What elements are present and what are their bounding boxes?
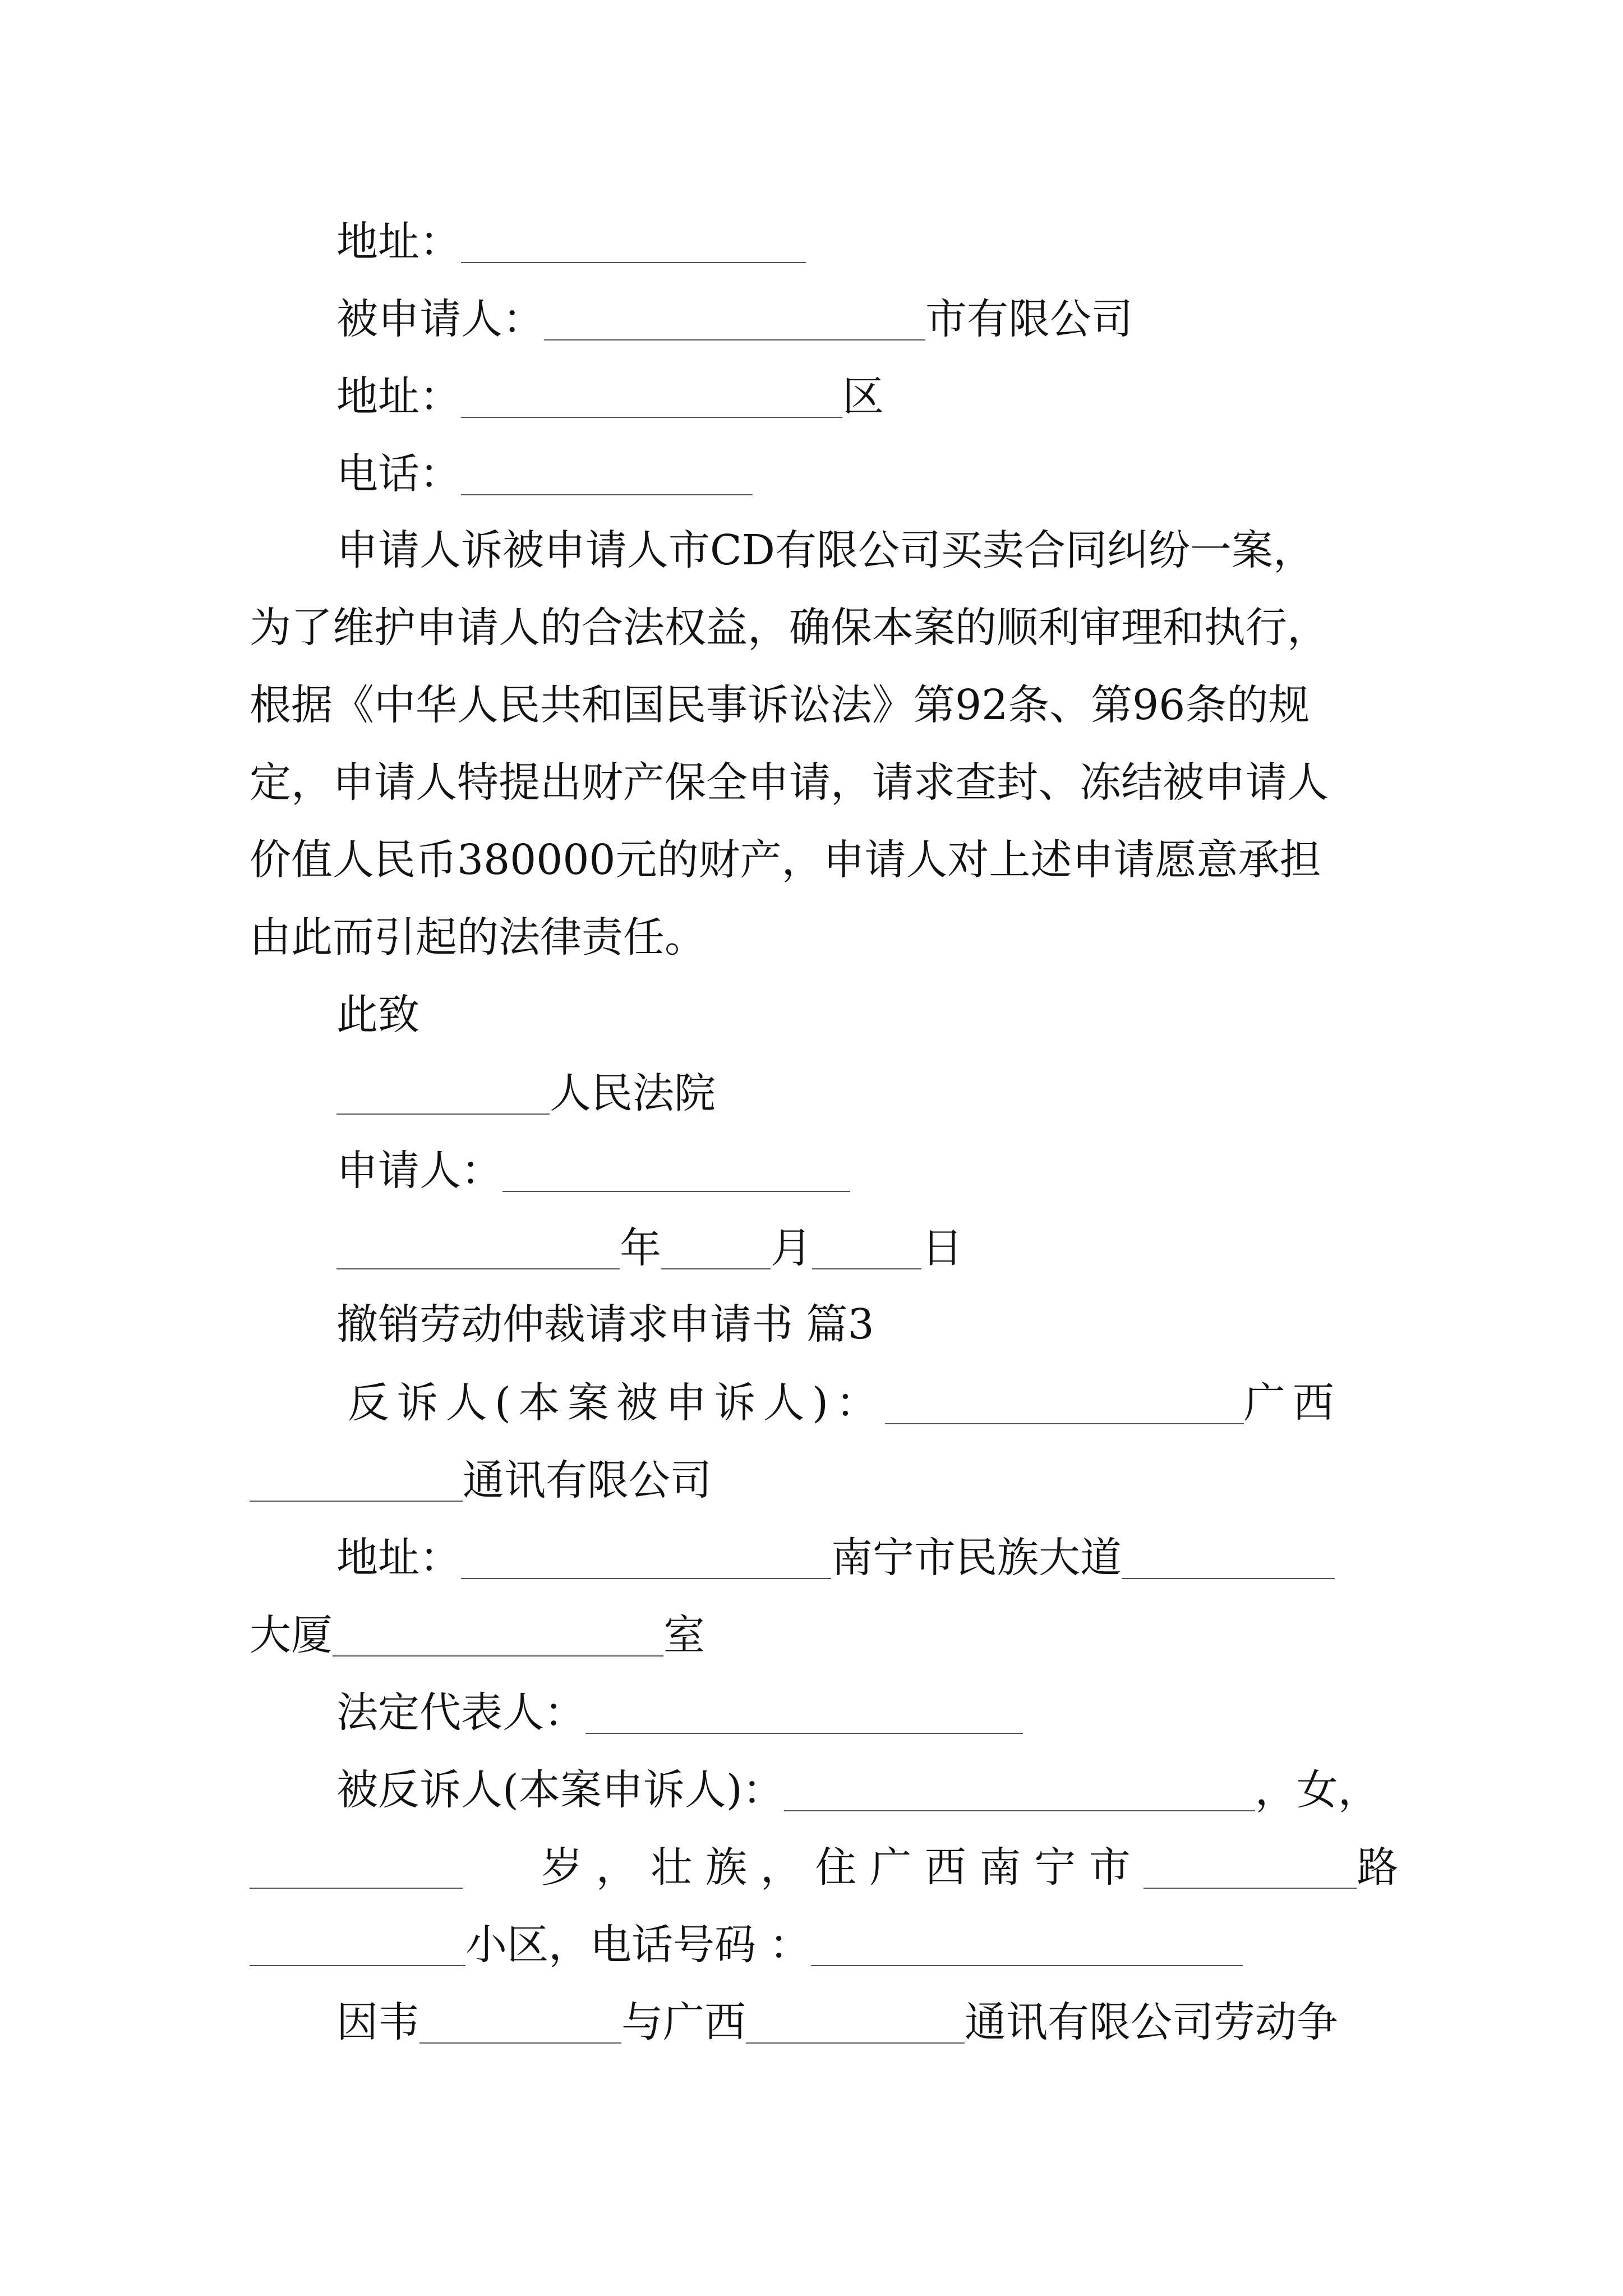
company-line	[250, 1456, 712, 1505]
blank-field	[461, 452, 753, 495]
respondent-line	[336, 295, 1133, 344]
counter-respondent-label: 被反诉人(本案申诉人)：	[336, 1766, 784, 1815]
blank-field	[811, 1923, 1243, 1966]
legal-rep-label: 法定代表人：	[336, 1688, 585, 1737]
address-label: 地址：	[336, 1534, 461, 1582]
phone-line	[336, 450, 753, 499]
counterclaimant-suffix: 广西	[1243, 1379, 1342, 1428]
dispute-line	[336, 1998, 1338, 2047]
salutation: 此致	[336, 991, 419, 1039]
dispute-a: 因韦	[336, 1998, 419, 2047]
month-label: 月	[771, 1224, 812, 1273]
day-label: 日	[921, 1224, 963, 1273]
blank-field	[585, 1691, 1023, 1734]
body-paragraph-line: 根据《中华人民共和国民事诉讼法》第92条、第96条的规	[250, 681, 1310, 729]
counterclaimant-label: 反诉人(本案被申诉人)：	[348, 1379, 885, 1428]
counter-respondent-suffix: ，女，	[1255, 1766, 1380, 1815]
address-line-1	[336, 218, 806, 266]
blank-field	[461, 1536, 831, 1579]
respondent-suffix: 市有限公司	[925, 295, 1133, 344]
dispute-b: 与广西	[621, 1998, 746, 2047]
counterclaimant-line	[348, 1379, 1342, 1428]
community-phone-label: 小区，电话号码 ：	[465, 1921, 811, 1970]
court-line	[336, 1069, 716, 1118]
blank-field	[336, 1071, 550, 1115]
body-paragraph-line: 价值人民币380000元的财产，申请人对上述申请愿意承担	[250, 836, 1321, 884]
address-label: 地址：	[336, 372, 461, 421]
respondent-label: 被申请人：	[336, 295, 544, 344]
counter-respondent-line	[336, 1766, 1380, 1815]
body-paragraph-line: 由此而引起的法律责任。	[250, 913, 706, 961]
blank-field	[661, 1226, 771, 1269]
blank-field	[544, 297, 925, 341]
body-paragraph-line: 为了维护申请人的合法权益，确保本案的顺利审理和执行，	[250, 604, 1329, 652]
court-suffix: 人民法院	[550, 1069, 716, 1118]
blank-field	[746, 2000, 965, 2044]
dispute-c: 通讯有限公司劳动争	[965, 1998, 1338, 2047]
blank-field	[250, 1923, 465, 1966]
company-suffix: 通讯有限公司	[463, 1456, 712, 1505]
age-mid: 岁，壮族，住广西南宁市	[541, 1843, 1144, 1892]
blank-field	[885, 1381, 1244, 1424]
blank-field	[250, 1846, 463, 1889]
blank-field	[333, 1613, 663, 1657]
blank-field	[336, 1226, 620, 1269]
legal-representative-line	[336, 1688, 1023, 1737]
address-line-2	[336, 372, 884, 421]
phone-line-2	[250, 1921, 1243, 1970]
blank-field	[784, 1768, 1255, 1811]
blank-field	[419, 2000, 621, 2044]
applicant-label: 申请人：	[336, 1147, 502, 1195]
body-paragraph-line: 申请人诉被申请人市CD有限公司买卖合同纠纷一案，	[336, 526, 1315, 574]
address-line-3	[336, 1534, 1335, 1582]
blank-field	[461, 375, 842, 418]
section-heading: 撤销劳动仲裁请求申请书 篇3	[336, 1300, 874, 1349]
year-label: 年	[620, 1224, 661, 1273]
address-suffix: 区	[842, 372, 884, 421]
building-suffix: 室	[663, 1611, 705, 1660]
road-suffix: 路	[1357, 1843, 1399, 1892]
phone-label: 电话：	[336, 450, 461, 499]
address-mid: 南宁市民族大道	[831, 1534, 1122, 1582]
blank-field	[812, 1226, 921, 1269]
building-line	[250, 1611, 705, 1660]
body-paragraph-line: 定，申请人特提出财产保全申请，请求查封、冻结被申请人	[250, 758, 1329, 807]
blank-field	[461, 220, 806, 263]
blank-field	[250, 1458, 463, 1502]
date-line	[336, 1224, 963, 1273]
applicant-signature-line	[336, 1147, 850, 1195]
age-line	[250, 1843, 1399, 1892]
address-label: 地址：	[336, 218, 461, 266]
blank-field	[1122, 1536, 1335, 1579]
blank-field	[1144, 1846, 1357, 1889]
building-label: 大厦	[250, 1611, 333, 1660]
blank-field	[502, 1149, 850, 1192]
